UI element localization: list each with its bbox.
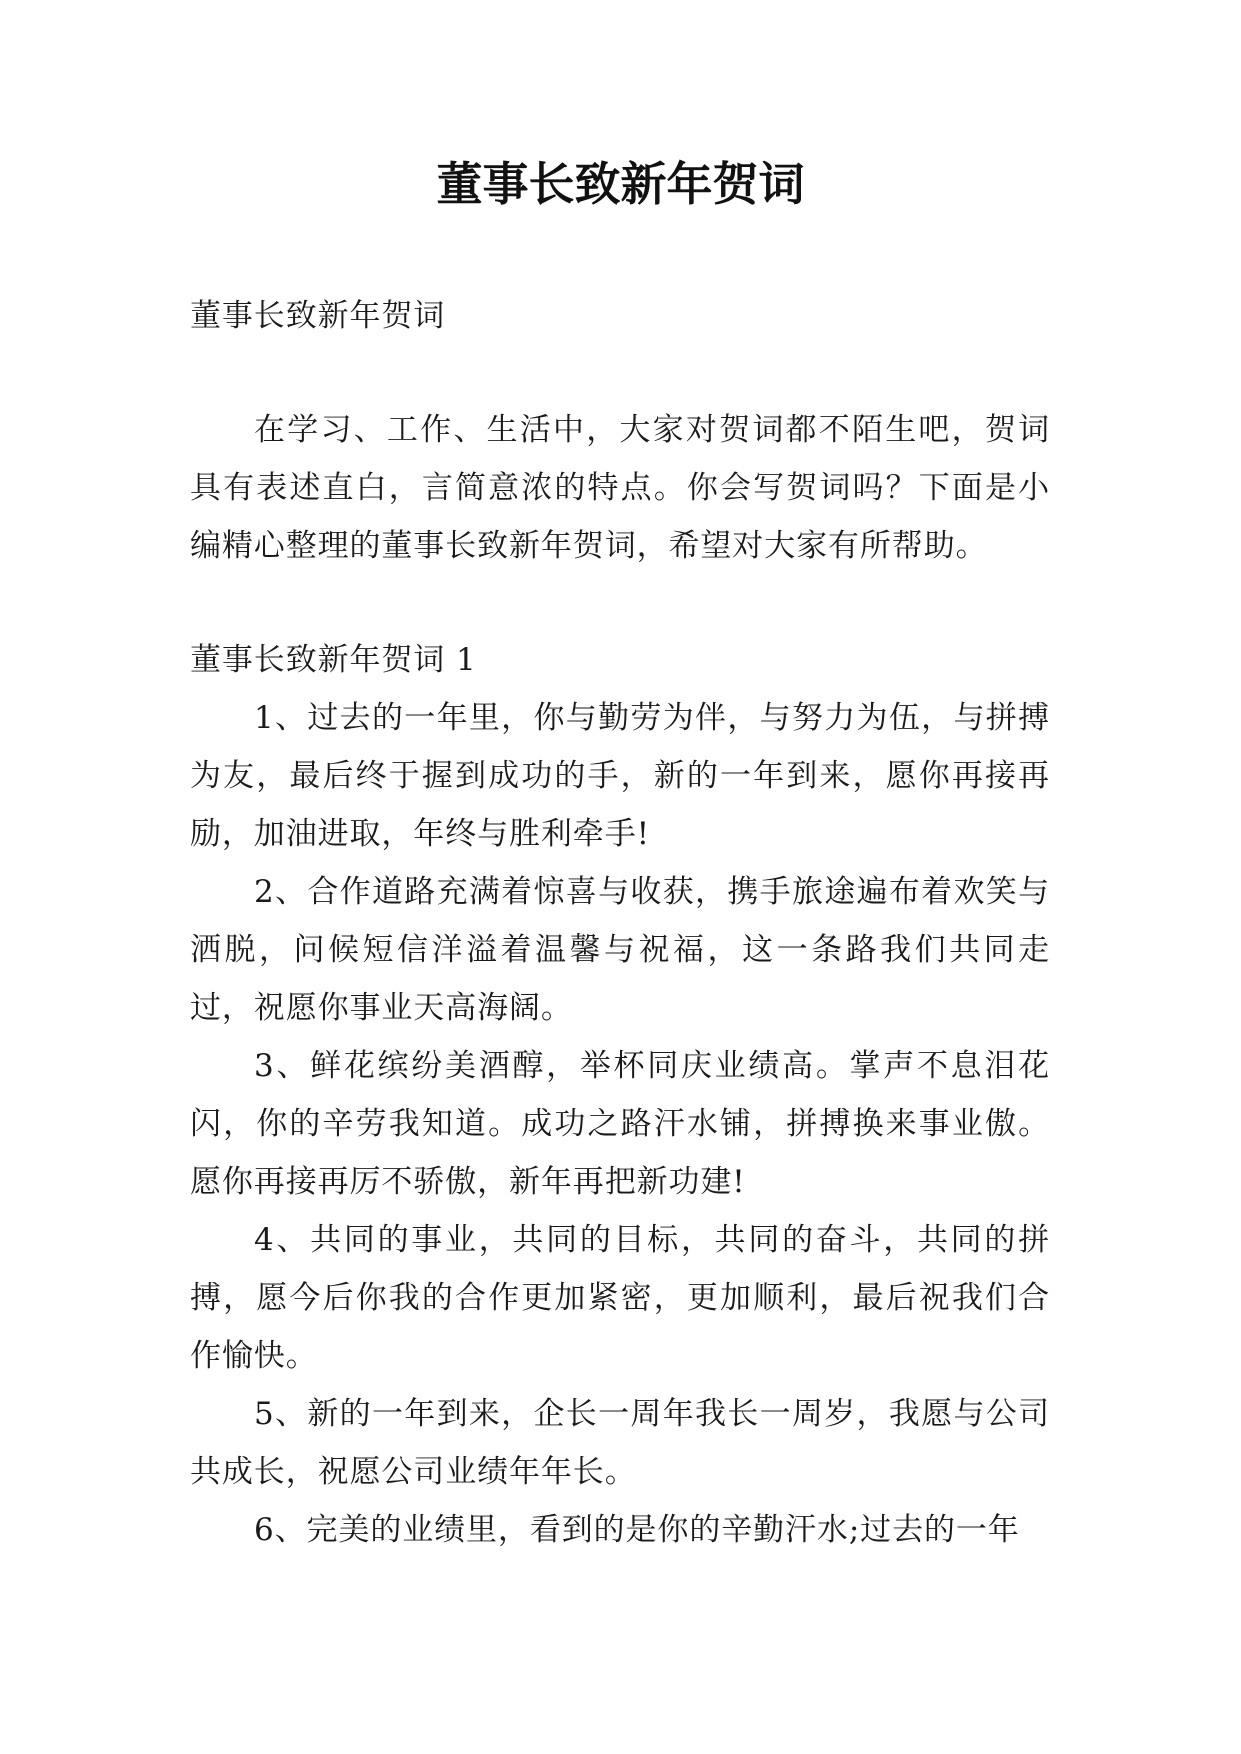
- greeting-item-6: 6、完美的业绩里，看到的是你的辛勤汗水;过去的一年: [254, 1512, 1020, 1548]
- section-heading: 董事长致新年贺词 1: [190, 642, 477, 678]
- document-subtitle: 董事长致新年贺词: [190, 298, 446, 334]
- greeting-item-2: 2、合作道路充满着惊喜与收获，携手旅途遍布着欢笑与洒脱，问候短信洋溢着温馨与祝福，这一条路我们共同走过，祝愿你事业天高海阔。: [190, 874, 1050, 1026]
- greeting-item-4: 4、共同的事业，共同的目标，共同的奋斗，共同的拼搏，愿今后你我的合作更加紧密，更加顺利，最后祝我们合作愉快。: [190, 1222, 1050, 1374]
- greeting-item-1: 1、过去的一年里，你与勤劳为伴，与努力为伍，与拼搏为友，最后终于握到成功的手，新的一年到来，愿你再接再励，加油进取，年终与胜利牵手!: [190, 700, 1050, 852]
- document-title: 董事长致新年贺词: [436, 157, 805, 211]
- intro-paragraph: 在学习、工作、生活中，大家对贺词都不陌生吧，贺词具有表述直白，言简意浓的特点。你会写贺词吗？下面是小编精心整理的董事长致新年贺词，希望对大家有所帮助。: [190, 412, 1050, 564]
- document-body: [190, 287, 1050, 1559]
- greeting-item-3: 3、鲜花缤纷美酒醇，举杯同庆业绩高。掌声不息泪花闪，你的辛劳我知道。成功之路汗水铺，拼搏换来事业傲。愿你再接再厉不骄傲，新年再把新功建!: [190, 1048, 1050, 1200]
- greeting-item-5: 5、新的一年到来，企长一周年我长一周岁，我愿与公司共成长，祝愿公司业绩年年长。: [190, 1396, 1050, 1490]
